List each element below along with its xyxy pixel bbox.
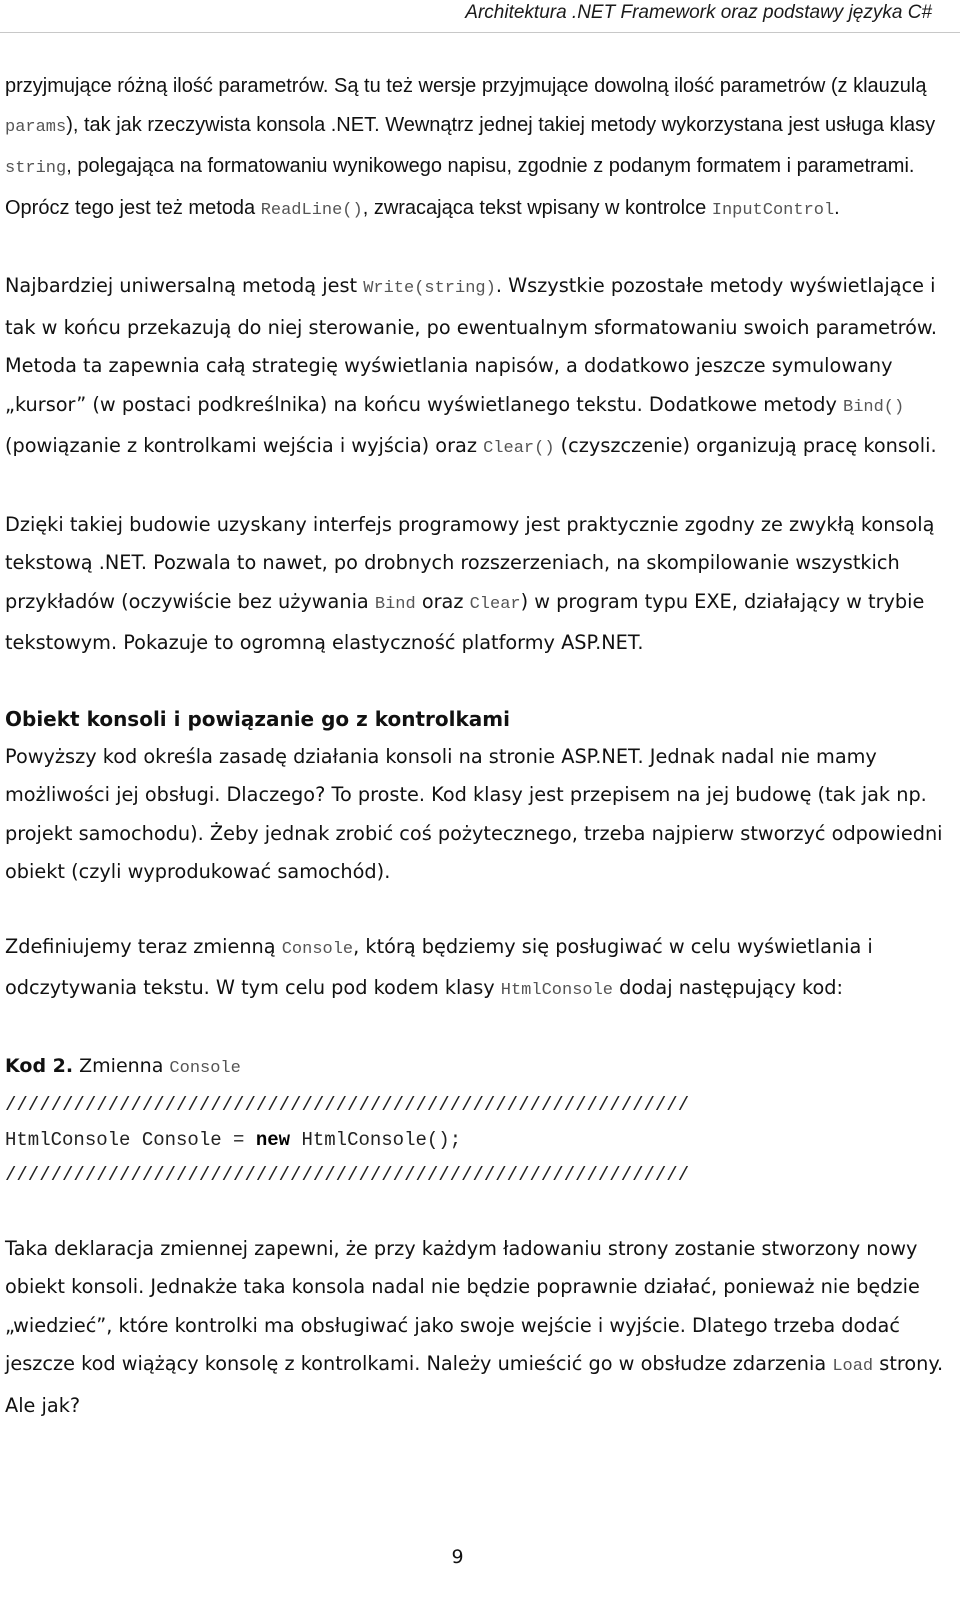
text: ), tak jak rzeczywista konsola .NET. Wewnątrz jednej takiej metody wykorzystana jest usługa klasy (66, 113, 936, 136)
running-header: Architektura .NET Framework oraz podstawy języka C# (465, 2, 932, 23)
paragraph-compatibility (5, 506, 945, 663)
paragraph-define-variable (5, 928, 945, 1011)
code-separator-bottom: //////////////////////////////////////////////////////////// (5, 1163, 690, 1186)
page-number: 9 (451, 1546, 464, 1568)
text: Zdefiniujemy teraz zmienną (5, 934, 282, 958)
code-separator-top: //////////////////////////////////////////////////////////// (5, 1093, 690, 1116)
code-label: Kod 2. (5, 1054, 74, 1077)
inline-code: Clear() (483, 439, 555, 458)
inline-code: Bind() (843, 397, 905, 417)
paragraph-write-method (5, 267, 945, 469)
paragraph-object-intro: Powyższy kod określa zasadę działania konsoli na stronie ASP.NET. Jednak nadal nie mamy możliwości jej obsługi. Dlaczego? To proste. Kod klasy jest przepisem na jej budowę (tak jak np. projekt samochodu). Żeby jednak zrobić coś pożytecznego, trzeba najpierw stworzyć odpowiedni obiekt (czyli wyprodukować samochód). (5, 744, 943, 883)
inline-code: Write(string) (363, 279, 496, 298)
caption-text: Zmienna (73, 1054, 170, 1077)
text: , zwracająca tekst wpisany w kontrolce (362, 196, 712, 219)
inline-code: HtmlConsole (500, 981, 613, 1000)
text: oraz (415, 589, 470, 613)
text: , polegająca na formatowaniu wynikowego napisu, zgodnie z podanym formatem i parametrami. Oprócz tego jest też metoda (5, 155, 915, 219)
inline-code: string (5, 159, 67, 178)
paragraph-console-methods (5, 67, 945, 230)
text: (powiązanie z kontrolkami wejścia i wyjścia) oraz (5, 434, 484, 457)
code-text: HtmlConsole(); (290, 1128, 462, 1151)
page-body (5, 67, 945, 1425)
code-keyword: new (255, 1128, 291, 1151)
text: Najbardziej uniwersalną metodą jest (5, 274, 364, 297)
code-caption (5, 1047, 945, 1088)
code-line (5, 1123, 945, 1158)
paragraph-declaration-effect (5, 1230, 945, 1426)
text: Dzięki takiej budowie uzyskany interfejs programowy jest praktycznie zgodny ze zwykłą konsolą tekstową .NET. Pozwala to nawet, po drobnych rozszerzeniach, na skompilowanie wszystkich przykładów (oczywiście bez używania (5, 512, 935, 613)
text: ) w program typu EXE, działający w trybie tekstowym. Pokazuje to ogromną elastyczność platformy ASP.NET. (5, 589, 925, 654)
text: . Wszystkie pozostałe metody wyświetlające i tak w końcu przekazują do niej sterowanie, po ewentualnym sformatowaniu swoich parametrów. Metoda ta zapewnia całą strategię wyświetlania napisów, a dodatkowo jeszcze symulowany „kursor” (w postaci podkreślnika) na końcu wyświetlanego tekstu. Dodatkowe metody (5, 274, 937, 416)
text: . (834, 196, 840, 219)
header-divider (0, 32, 960, 33)
code-text: HtmlConsole Console = (5, 1128, 256, 1151)
text: Taka deklaracja zmiennej zapewni, że przy każdym ładowaniu strony zostanie stworzony nowy obiekt konsoli. Jednakże taka konsola nadal nie będzie poprawnie działać, ponieważ nie będzie „wiedzieć”, które kontrolki ma obsługiwać jako swoje wejście i wyjście. Dlatego trzeba dodać jeszcze kod wiążący konsolę z kontrolkami. Należy umieścić go w obsłudze zdarzenia (5, 1236, 920, 1375)
inline-code: Clear (469, 594, 521, 614)
inline-code: ReadLine() (260, 200, 363, 220)
text: dodaj następujący kod: (613, 976, 843, 999)
inline-code: params (5, 117, 67, 137)
text: przyjmujące różną ilość parametrów. Są tu też wersje przyjmujące dowolną ilość parametrów (z klauzulą (5, 75, 927, 97)
text: , którą będziemy się posługiwać w celu wyświetlania i odczytywania tekstu. W tym celu pod kodem klasy (5, 934, 873, 999)
inline-code: Console (169, 1058, 241, 1078)
inline-code: InputControl (711, 200, 835, 220)
inline-code: Bind (374, 594, 416, 614)
text: (czyszczenie) organizują pracę konsoli. (554, 434, 937, 457)
section-heading: Obiekt konsoli i powiązanie go z kontrolkami (5, 706, 510, 731)
inline-code: Load (832, 1357, 874, 1376)
text: strony. Ale jak? (5, 1352, 944, 1417)
inline-code: Console (281, 939, 354, 959)
